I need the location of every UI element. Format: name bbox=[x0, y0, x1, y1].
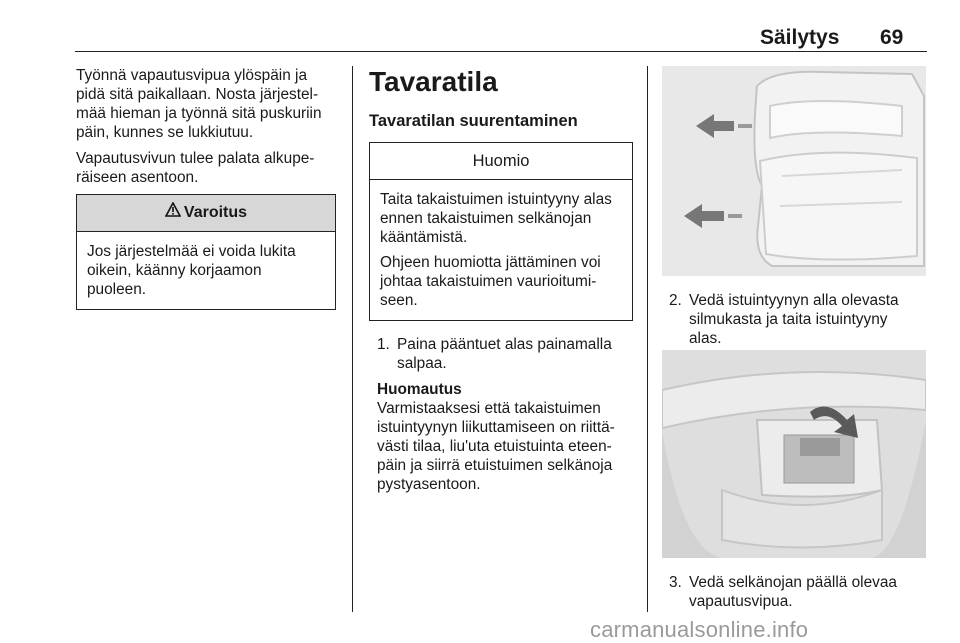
step-item bbox=[377, 335, 633, 373]
watermark: carmanualsonline.info bbox=[590, 617, 809, 642]
middle-column bbox=[369, 66, 633, 494]
seat-headrest-illustration bbox=[662, 66, 926, 276]
section-title: Tavaratila bbox=[369, 66, 498, 97]
paragraph: Vapautusvivun tulee palata alkupe- räiseen asentoon. bbox=[76, 150, 315, 186]
right-column-step-2 bbox=[669, 291, 931, 355]
warning-header bbox=[77, 195, 335, 232]
step-number: 2. bbox=[669, 292, 682, 309]
caution-text: Ohjeen huomiotta jättäminen voi johtaa takaistuimen vaurioitumi- seen. bbox=[380, 254, 601, 309]
note-body: Varmistaaksesi että takaistuimen istuintyynyn liikuttamiseen on riittä- västi tilaa, liu'uta etuistuinta eteen- päin ja siirrä etuistuimen selkänoja pystyasentoon. bbox=[377, 400, 615, 493]
step-item bbox=[669, 573, 931, 611]
seat-cushion-illustration bbox=[662, 350, 926, 558]
warning-triangle-icon bbox=[165, 195, 181, 231]
warning-title: Varoitus bbox=[183, 204, 248, 221]
paragraph: Työnnä vapautusvipua ylöspäin ja pidä sitä paikallaan. Nosta järjestel- mää hieman ja työnnä sitä puskuriin päin, kunnes se lukkiutuu. bbox=[76, 67, 322, 141]
chapter-title: Säilytys bbox=[760, 26, 840, 49]
step-item bbox=[669, 291, 931, 348]
caution-header: Huomio bbox=[370, 143, 632, 180]
page-number: 69 bbox=[880, 26, 904, 49]
step-number: 1. bbox=[377, 336, 390, 353]
column-divider-right bbox=[647, 66, 648, 612]
step-number: 3. bbox=[669, 574, 682, 591]
caution-body bbox=[370, 180, 632, 320]
warning-text: Jos järjestelmää ei voida lukita oikein, käänny korjaamon puoleen. bbox=[87, 243, 296, 298]
step-text: Vedä selkänojan päällä olevaa vapautusvipua. bbox=[689, 574, 897, 610]
column-divider-left bbox=[352, 66, 353, 612]
step-text: Vedä istuintyynyn alla olevasta silmukasta ja taita istuintyyny alas. bbox=[689, 292, 899, 347]
left-column bbox=[76, 66, 338, 310]
caution-text: Taita takaistuimen istuintyyny alas ennen takaistuimen selkänojan kääntämistä. bbox=[380, 191, 612, 246]
header-divider bbox=[75, 51, 927, 52]
caution-box bbox=[369, 142, 633, 321]
right-column-step-3 bbox=[669, 573, 931, 618]
warning-body bbox=[77, 232, 335, 309]
subsection-title: Tavaratilan suurentaminen bbox=[369, 112, 578, 130]
step-text: Paina pääntuet alas painamalla salpaa. bbox=[397, 336, 612, 372]
warning-box bbox=[76, 194, 336, 310]
note-title: Huomautus bbox=[377, 381, 462, 398]
